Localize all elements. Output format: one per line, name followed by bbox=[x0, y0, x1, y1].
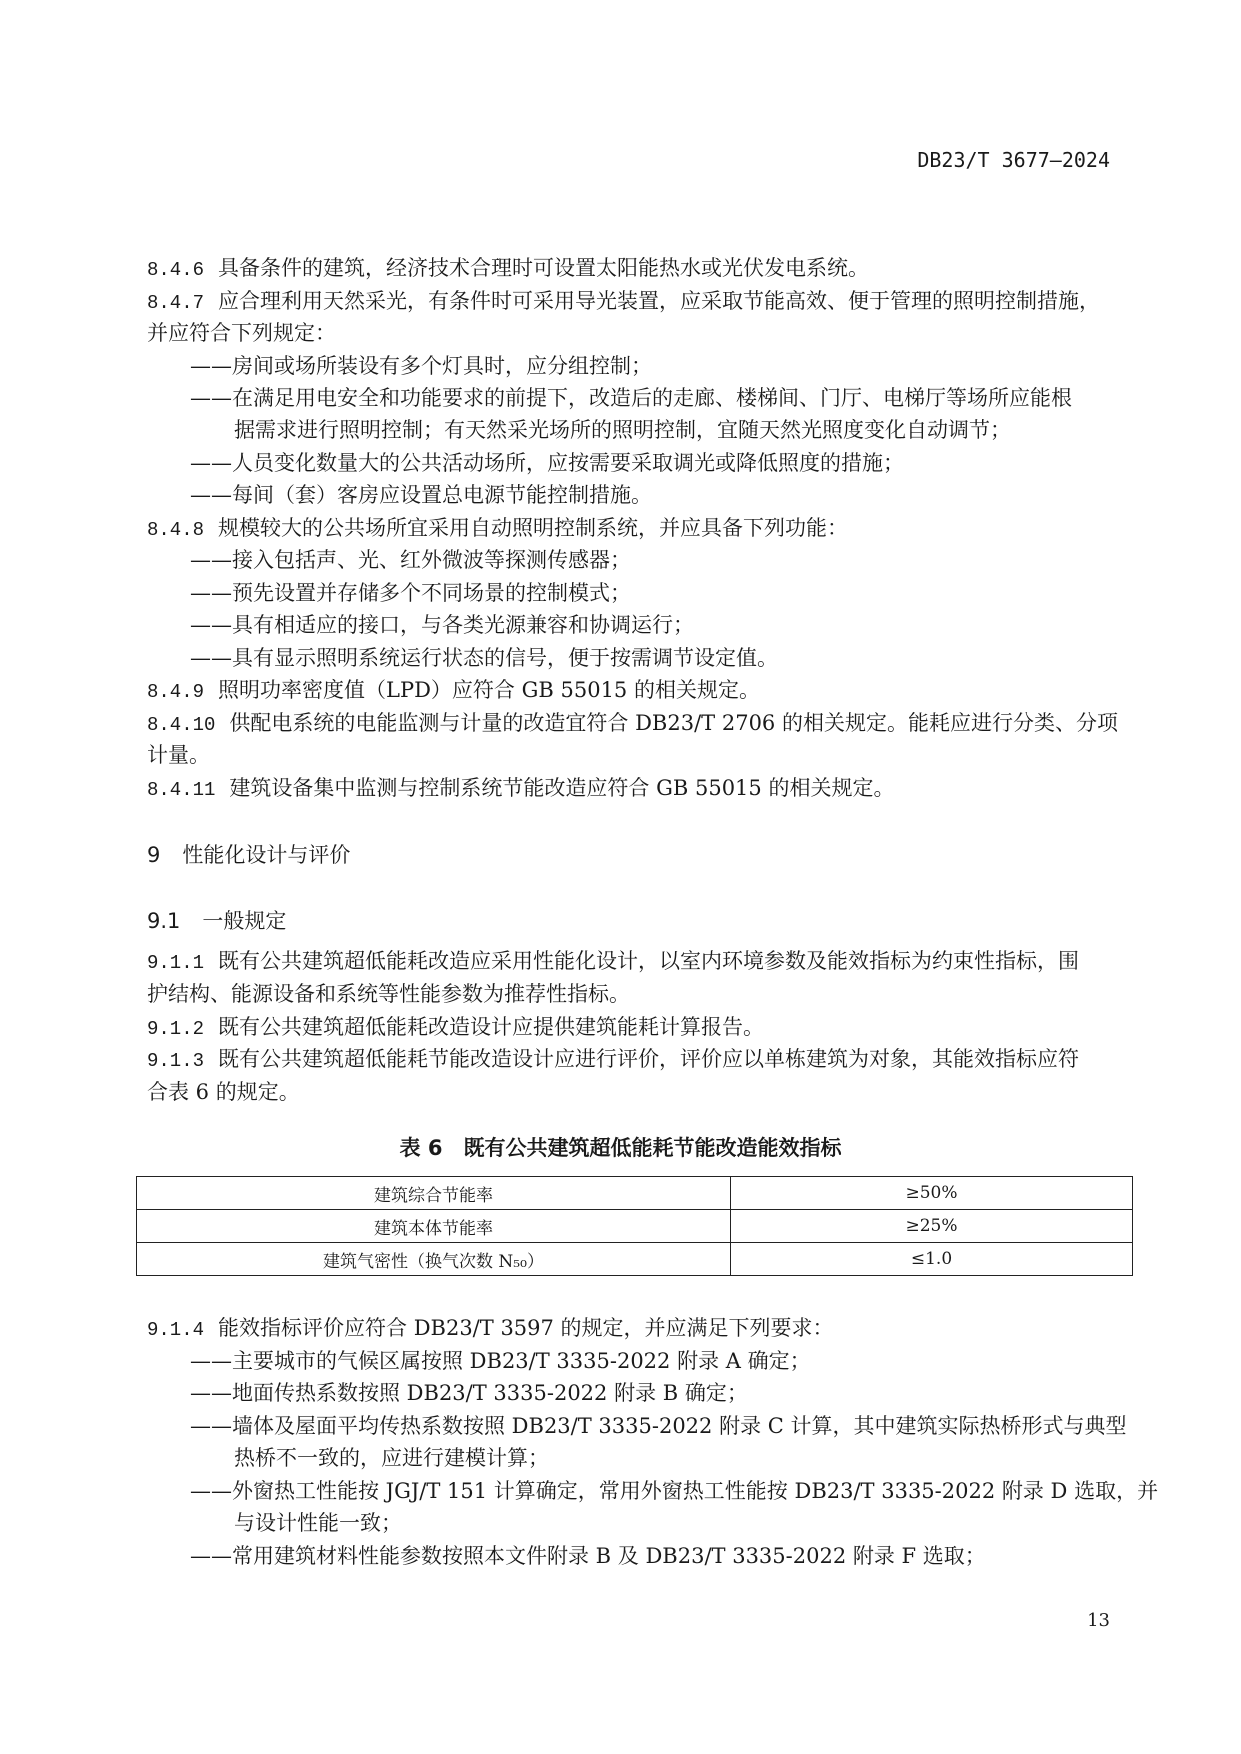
table-row bbox=[137, 1210, 1133, 1243]
list-item-continuation: 热桥不一致的，应进行建模计算； bbox=[234, 1446, 549, 1470]
clause-9-1-1 bbox=[147, 948, 1079, 976]
indicator-cell: 建筑本体节能率 bbox=[137, 1210, 731, 1243]
list-item: ——地面传热系数按照 DB23/T 3335-2022 附录 B 确定； bbox=[190, 1381, 748, 1405]
clause-number: 9.1.2 bbox=[147, 1018, 205, 1040]
clause-number: 9.1.3 bbox=[147, 1050, 205, 1072]
efficiency-table bbox=[136, 1176, 1133, 1276]
clause-number: 8.4.8 bbox=[147, 519, 205, 541]
clause-text: 供配电系统的电能监测与计量的改造宜符合 DB23/T 2706 的相关规定。能耗应进行分类、分项 bbox=[229, 711, 1118, 735]
list-item: ——在满足用电安全和功能要求的前提下，改造后的走廊、楼梯间、门厅、电梯厅等场所应能根 bbox=[190, 386, 1072, 410]
clause-number: 8.4.7 bbox=[147, 292, 205, 314]
clause-text: 既有公共建筑超低能耗改造应采用性能化设计，以室内环境参数及能效指标为约束性指标，围 bbox=[218, 949, 1080, 973]
chapter-number: 9 bbox=[147, 843, 161, 867]
chapter-title: 性能化设计与评价 bbox=[182, 843, 351, 867]
clause-text: 既有公共建筑超低能耗改造设计应提供建筑能耗计算报告。 bbox=[218, 1015, 765, 1039]
list-item: ——外窗热工性能按 JGJ/T 151 计算确定，常用外窗热工性能按 DB23/T 3335-2022 附录 D 选取，并 bbox=[190, 1479, 1159, 1503]
section-heading bbox=[147, 905, 286, 935]
list-item: ——主要城市的气候区属按照 DB23/T 3335-2022 附录 A 确定； bbox=[190, 1349, 811, 1373]
clause-text: 建筑设备集中监测与控制系统节能改造应符合 GB 55015 的相关规定。 bbox=[229, 776, 895, 800]
clause-8-4-7 bbox=[147, 288, 1100, 316]
indicator-cell: 建筑综合节能率 bbox=[137, 1177, 731, 1210]
clause-9-1-3 bbox=[147, 1046, 1079, 1074]
value-cell: ≥25% bbox=[731, 1210, 1133, 1243]
list-item: ——具有相适应的接口，与各类光源兼容和协调运行； bbox=[190, 613, 694, 637]
clause-8-4-8 bbox=[147, 515, 848, 543]
clause-continuation: 计量。 bbox=[147, 743, 210, 767]
clause-number: 8.4.6 bbox=[147, 259, 205, 281]
value-cell: ≥50% bbox=[731, 1177, 1133, 1210]
clause-number: 9.1.1 bbox=[147, 952, 205, 974]
list-item: ——墙体及屋面平均传热系数按照 DB23/T 3335-2022 附录 C 计算，其中建筑实际热桥形式与典型 bbox=[190, 1414, 1127, 1438]
value-cell: ≤1.0 bbox=[731, 1243, 1133, 1276]
clause-text: 应合理利用天然采光，有条件时可采用导光装置，应采取节能高效、便于管理的照明控制措施， bbox=[218, 289, 1101, 313]
clause-text: 规模较大的公共场所宜采用自动照明控制系统，并应具备下列功能： bbox=[218, 516, 849, 540]
list-item: ——每间（套）客房应设置总电源节能控制措施。 bbox=[190, 483, 652, 507]
list-item-continuation: 据需求进行照明控制；有天然采光场所的照明控制，宜随天然光照度变化自动调节； bbox=[234, 418, 1011, 442]
clause-text: 能效指标评价应符合 DB23/T 3597 的规定，并应满足下列要求： bbox=[218, 1316, 834, 1340]
clause-number: 8.4.10 bbox=[147, 714, 216, 736]
clause-continuation: 合表 6 的规定。 bbox=[147, 1080, 300, 1104]
section-number: 9.1 bbox=[147, 909, 181, 933]
clause-continuation: 并应符合下列规定： bbox=[147, 321, 336, 345]
clause-text: 既有公共建筑超低能耗节能改造设计应进行评价，评价应以单栋建筑为对象，其能效指标应符 bbox=[218, 1047, 1080, 1071]
clause-8-4-11 bbox=[147, 775, 894, 803]
clause-continuation: 护结构、能源设备和系统等性能参数为推荐性指标。 bbox=[147, 982, 630, 1006]
clause-8-4-6 bbox=[147, 255, 869, 283]
table-row bbox=[137, 1243, 1133, 1276]
list-item-continuation: 与设计性能一致； bbox=[234, 1511, 402, 1535]
document-code: DB23/T 3677—2024 bbox=[917, 148, 1110, 172]
clause-8-4-10 bbox=[147, 710, 1118, 738]
clause-text: 照明功率密度值（LPD）应符合 GB 55015 的相关规定。 bbox=[218, 678, 760, 702]
clause-number: 8.4.11 bbox=[147, 779, 216, 801]
list-item: ——接入包括声、光、红外微波等探测传感器； bbox=[190, 548, 631, 572]
clause-number: 8.4.9 bbox=[147, 681, 205, 703]
chapter-heading bbox=[147, 839, 350, 869]
list-item: ——具有显示照明系统运行状态的信号，便于按需调节设定值。 bbox=[190, 646, 778, 670]
clause-8-4-9 bbox=[147, 677, 760, 705]
indicator-cell: 建筑气密性（换气次数 N₅₀） bbox=[137, 1243, 731, 1276]
table-caption: 表 6 既有公共建筑超低能耗节能改造能效指标 bbox=[399, 1136, 842, 1160]
section-title: 一般规定 bbox=[202, 909, 287, 933]
list-item: ——预先设置并存储多个不同场景的控制模式； bbox=[190, 581, 631, 605]
page-number: 13 bbox=[1087, 1610, 1110, 1631]
clause-9-1-4 bbox=[147, 1315, 834, 1343]
clause-9-1-2 bbox=[147, 1014, 764, 1042]
list-item: ——房间或场所装设有多个灯具时，应分组控制； bbox=[190, 354, 652, 378]
list-item: ——人员变化数量大的公共活动场所，应按需要采取调光或降低照度的措施； bbox=[190, 451, 904, 475]
clause-text: 具备条件的建筑，经济技术合理时可设置太阳能热水或光伏发电系统。 bbox=[218, 256, 870, 280]
table-row bbox=[137, 1177, 1133, 1210]
list-item: ——常用建筑材料性能参数按照本文件附录 B 及 DB23/T 3335-2022 附录 F 选取； bbox=[190, 1544, 986, 1568]
clause-number: 9.1.4 bbox=[147, 1319, 205, 1341]
